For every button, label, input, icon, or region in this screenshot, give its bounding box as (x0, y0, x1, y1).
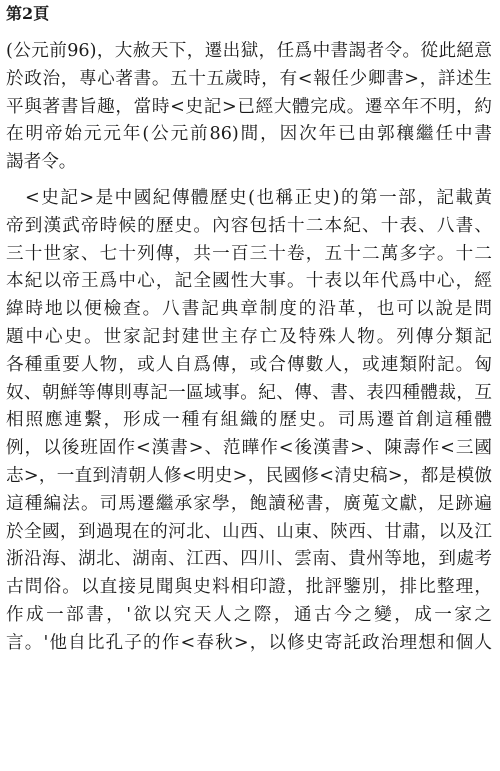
text-line: 於全國，到過現在的河北、山西、山東、陝西、甘肅，以及江 (6, 521, 492, 542)
text-line: 古問俗。以直接見聞與史料相印證，批評鑒別，排比整理， (6, 577, 492, 598)
body-text (6, 38, 492, 658)
text-line: 本紀以帝王爲中心，記全國性大事。十表以年代爲中心，經 (6, 271, 492, 292)
text-line: 於政治，專心著書。五十五歲時，有<報任少卿書>，詳述生 (6, 68, 492, 89)
text-line: 帝到漢武帝時候的歷史。內容包括十二本紀、十表、八書、 (6, 215, 492, 236)
text-line: 謁者令。 (6, 152, 77, 173)
text-line: 緯時地以便檢查。八書記典章制度的沿革，也可以說是問 (6, 299, 492, 320)
paragraph-1 (6, 38, 492, 177)
paragraph-gap (6, 177, 492, 185)
text-line: (公元前96)，大赦天下，遷出獄，任爲中書謁者令。從此絕意 (6, 41, 492, 61)
paragraph-2 (6, 185, 492, 658)
text-line: 這種編法。司馬遷繼承家學，飽讀秘書，廣蒐文獻，足跡遍 (6, 493, 492, 514)
page-number: 第2頁 (6, 4, 50, 23)
text-line: 例，以後班固作<漢書>、范曄作<後漢書>、陳壽作<三國 (6, 438, 492, 459)
text-line: 相照應連繫，形成一種有組織的歷史。司馬遷首創這種體 (6, 410, 492, 431)
text-line: 平與著書旨趣，當時<史記>已經大體完成。遷卒年不明，約 (6, 96, 492, 117)
text-line: 各種重要人物，或人自爲傳，或合傳數人，或連類附記。匈 (6, 354, 492, 375)
text-line: 作成一部書，'欲以究天人之際，通古今之變，成一家之 (6, 604, 492, 625)
text-line: 言。'他自比孔子的作<春秋>，以修史寄託政治理想和個人 (6, 632, 492, 653)
text-line: 在明帝始元元年(公元前86)間，因次年已由郭穰繼任中書 (6, 124, 492, 145)
text-line: 三十世家、七十列傳，共一百三十卷，五十二萬多字。十二 (6, 243, 492, 264)
text-line: 志>，一直到清朝人修<明史>，民國修<清史稿>，都是模倣 (6, 465, 492, 486)
text-line: 奴、朝鮮等傳則專記一區域事。紀、傳、書、表四種體裁，互 (6, 382, 492, 403)
text-line: 浙沿海、湖北、湖南、江西、四川、雲南、貴州等地，到處考 (6, 549, 492, 570)
text-line: <史記>是中國紀傳體歷史(也稱正史)的第一部，記載黃 (6, 187, 492, 208)
text-line: 題中心史。世家記封建世主存亡及特殊人物。列傳分類記 (6, 326, 492, 347)
